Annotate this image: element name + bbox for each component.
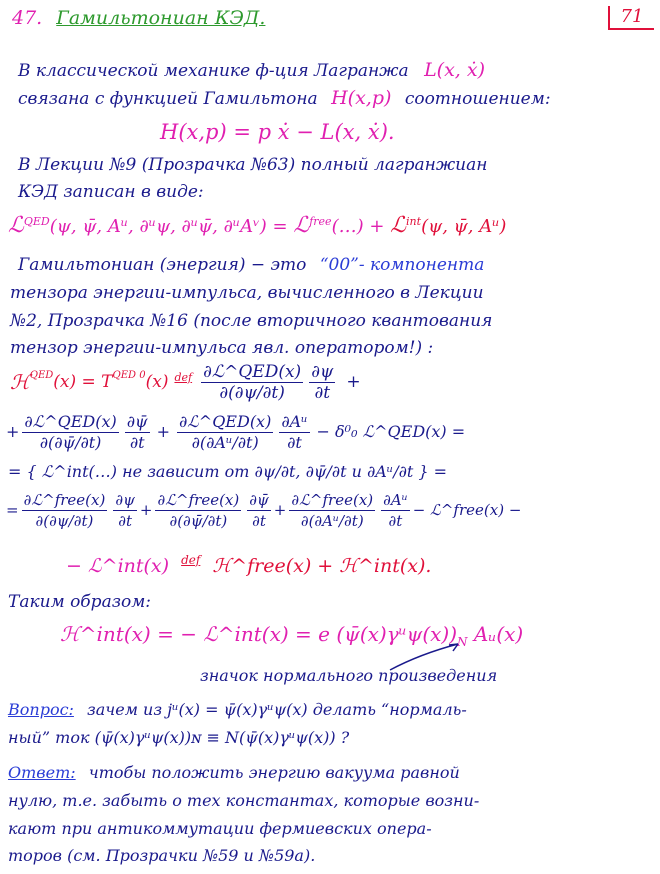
answer-label: Ответ: bbox=[8, 763, 76, 782]
text-line-5: Гамильтониан (энергия) − это “00”- компонента bbox=[18, 255, 485, 275]
normal-order-note: значок нормального произведения bbox=[200, 666, 498, 685]
text-line-4: КЭД записан в виде: bbox=[18, 182, 204, 202]
equation-braces: = { ℒ^int(…) не зависит от ∂ψ/∂t, ∂ψ̄/∂t и ∂Aᵘ/∂t } = bbox=[8, 462, 448, 481]
equation-hamiltonian-qed-cont: + $\frac{\text{∂ℒ\textasciicircum{}QED(x)}}{\partial(\partial\psī/\partial t)}$ $\frac{\partial\psī}{\partial t}$ + $\frac{\text{∂ℒ\textasciicircum{}QED(x)}}{\text{∂(∂Aᵘ/∂t)}}$ $\frac{\text{∂Aᵘ}}{\partial t}$ − δ⁰₀ ℒ^QED(x) = bbox=[6, 411, 466, 452]
equation-lagrangian-qed: ℒ$^{QED}$(ψ, ψ̄, Aᵘ, ∂ᵘψ, ∂ᵘψ̄, ∂ᵘAᵛ) = ℒ$^{free}$(…) + ℒ$^{int}$(ψ, ψ̄, Aᵘ) bbox=[8, 213, 507, 238]
text-line-1: В классической механике ф-ция Лагранжа L(x, ẋ) bbox=[18, 59, 486, 81]
page-number: 71 bbox=[608, 6, 654, 30]
equation-hamiltonian: H(x,p) = p ẋ − L(x, ẋ). bbox=[160, 120, 395, 144]
text-line-3: В Лекции №9 (Прозрачка №63) полный лагранжиан bbox=[18, 155, 488, 175]
answer-line-1: Ответ: чтобы положить энергию вакуума равной bbox=[8, 763, 460, 782]
answer-line-2: нулю, т.е. забыть о тех константах, которые возни- bbox=[8, 791, 480, 810]
text-line-2: связана с функцией Гамильтона H(x,p) соотношением: bbox=[18, 87, 551, 109]
question-line-2: ный” ток (ψ̄(x)γᵘψ(x))ɴ ≡ N(ψ̄(x)γᵘψ(x)) ? bbox=[8, 728, 350, 747]
equation-hamiltonian-qed: ℋ $^{QED}$ (x) = T $^{QED 0}$ (x) def $\frac{\text{∂ℒ\textasciicircum{}QED(x)}}{\partial(\partial\psi/\partial t)}$ $\frac{\partial\psi}{\partial t}$ + bbox=[10, 361, 361, 403]
text-line-8: тензор энергии-импульса явл. оператором!) : bbox=[10, 338, 434, 358]
section-number: 47. bbox=[12, 7, 43, 29]
header-line bbox=[12, 8, 265, 28]
page-title: Гамильтониан КЭД. bbox=[56, 7, 266, 29]
text-line-7: №2, Прозрачка №16 (после вторичного квантования bbox=[10, 311, 493, 331]
text-line-9: Таким образом: bbox=[8, 592, 152, 612]
lagrangian-formula: L(x, ẋ) bbox=[424, 59, 486, 81]
text-line-6: тензора энергии-импульса, вычисленного в Лекции bbox=[10, 283, 484, 303]
question-label: Вопрос: bbox=[8, 700, 74, 719]
equation-interaction-hamiltonian: ℋ^int(x) = − ℒ^int(x) = e $(\psī(x)\gamma ᵘ\psi(x))_N$ Aᵤ(x) bbox=[60, 622, 524, 649]
equation-hamiltonian-split: − ℒ^int(x) $^{def}$ ℋ^free(x) + ℋ^int(x). bbox=[66, 553, 432, 577]
answer-line-4: торов (см. Прозрачки №59 и №59а). bbox=[8, 846, 316, 865]
equation-free-part: = $\frac{\text{∂ℒ\textasciicircum{}free(x)}}{\partial(\partial\psi/\partial t)}$ $\frac{\partial\psi}{\partial t}$ + $\frac{\text{∂ℒ\textasciicircum{}free(x)}}{\partial(\partial\psī/\partial t)}$ $\frac{\partial\psī}{\partial t}$ + $\frac{\text{∂ℒ\textasciicircum{}free(x)}}{\text{∂(∂Aᵘ/∂t)}}$ $\frac{\text{∂Aᵘ}}{\partial t}$ − ℒ^free(x) − bbox=[6, 490, 522, 530]
hamiltonian-formula: H(x,p) bbox=[331, 87, 392, 109]
question-line-1: Вопрос: зачем из jᵘ(x) = ψ̄(x)γᵘψ(x) делать “нормаль- bbox=[8, 700, 467, 719]
answer-line-3: кают при антикоммутации фермиевских опера- bbox=[8, 819, 432, 838]
